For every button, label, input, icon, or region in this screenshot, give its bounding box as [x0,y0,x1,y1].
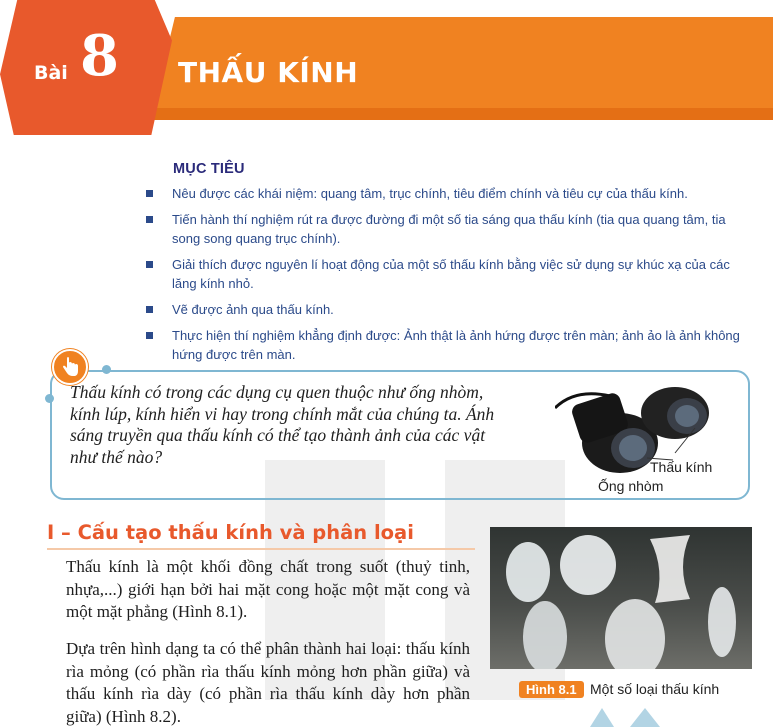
label-binoculars: Ống nhòm [598,478,664,494]
header-shadow [150,108,773,120]
footer-decoration [560,708,710,727]
bullet-icon [146,261,153,268]
lens-photo [490,527,752,669]
objective-item [146,255,756,293]
figure-badge: Hình 8.1 [519,681,584,698]
objective-text: Tiến hành thí nghiệm rút ra được đường đi một số tia sáng qua thấu kính (tia qua quang tâm, tia song song quang trục chính). [172,212,726,246]
objective-text: Thực hiện thí nghiệm khẳng định được: Ảnh thật là ảnh hứng được trên màn; ảnh ảo là ảnh không hứng được trên màn. [172,328,740,362]
objectives-heading: MỤC TIÊU [173,161,245,177]
section-underline [47,548,475,550]
objective-item [146,210,756,248]
intro-dot [102,365,111,374]
bullet-icon [146,306,153,313]
lesson-title: THẤU KÍNH [178,56,359,89]
objective-text: Giải thích được nguyên lí hoạt động của một số thấu kính bằng việc sử dụng sự khúc xạ của các lăng kính nhỏ. [172,257,730,291]
section-heading: I – Cấu tạo thấu kính và phân loại [47,521,414,544]
objective-text: Vẽ được ảnh qua thấu kính. [172,302,334,317]
objective-text: Nêu được các khái niệm: quang tâm, trục chính, tiêu điểm chính và tiêu cự của thấu kính. [172,186,688,201]
objective-item [146,326,756,364]
hand-pointer-icon [52,349,88,385]
paragraph-classification: Dựa trên hình dạng ta có thể phân thành hai loại: thấu kính rìa mỏng (có phần rìa thấu kính mỏng hơn phần giữa) và thấu kính rìa dày (có phần rìa thấu kính dày hơn phần giữa) (Hình 8.2). [66,639,470,726]
paragraph-definition: Thấu kính là một khối đồng chất trong suốt (thuỷ tinh, nhựa,...) giới hạn bởi hai mặt cong hoặc một mặt cong và một mặt phẳng (Hình 8.1). [66,557,470,621]
objective-item [146,300,756,319]
intro-dot [45,394,54,403]
label-lens: Thấu kính [650,459,713,475]
intro-question: Thấu kính có trong các dụng cụ quen thuộc như ống nhòm, kính lúp, kính hiển vi hay trong chính mắt của chúng ta. Ánh sáng truyền qua thấu kính có thể tạo thành ảnh của các vật như thế nào? [70,382,495,467]
figure-caption: Một số loại thấu kính [590,681,720,697]
bullet-icon [146,332,153,339]
bullet-icon [146,190,153,197]
objectives-list [146,184,756,371]
bullet-icon [146,216,153,223]
lesson-word: Bài [34,62,68,84]
objective-item [146,184,756,203]
lesson-number: 8 [80,23,119,89]
